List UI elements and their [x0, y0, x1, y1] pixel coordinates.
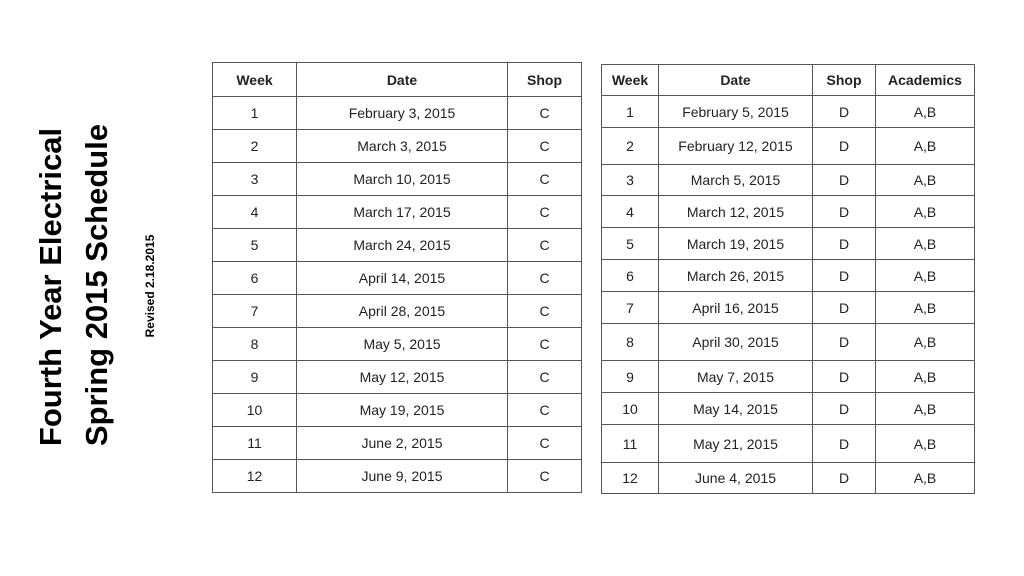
academics-cell: A,B: [876, 196, 975, 228]
table-row: [213, 460, 582, 493]
week-cell: 8: [213, 328, 297, 361]
week-cell: 9: [213, 361, 297, 394]
shop-cell: D: [813, 361, 876, 393]
week-cell: 5: [602, 228, 659, 260]
week-cell: 10: [213, 394, 297, 427]
shop-cell: D: [813, 228, 876, 260]
table-row: [213, 163, 582, 196]
week-cell: 1: [213, 97, 297, 130]
header-date: Date: [659, 65, 813, 96]
week-cell: 4: [602, 196, 659, 228]
date-cell: March 12, 2015: [659, 196, 813, 228]
date-cell: February 12, 2015: [659, 128, 813, 165]
shop-c-schedule-table: [212, 62, 582, 493]
week-cell: 6: [213, 262, 297, 295]
date-cell: June 2, 2015: [297, 427, 508, 460]
week-cell: 7: [213, 295, 297, 328]
week-cell: 2: [213, 130, 297, 163]
date-cell: April 30, 2015: [659, 324, 813, 361]
academics-cell: A,B: [876, 260, 975, 292]
shop-cell: C: [508, 460, 582, 493]
shop-cell: D: [813, 165, 876, 196]
date-cell: April 16, 2015: [659, 292, 813, 324]
table-header-row: [602, 65, 975, 96]
shop-cell: D: [813, 324, 876, 361]
schedule-title: [28, 124, 120, 446]
shop-cell: D: [813, 196, 876, 228]
shop-cell: D: [813, 128, 876, 165]
date-cell: May 14, 2015: [659, 393, 813, 425]
week-cell: 8: [602, 324, 659, 361]
header-shop: Shop: [508, 63, 582, 97]
shop-cell: C: [508, 328, 582, 361]
academics-cell: A,B: [876, 292, 975, 324]
shop-d-schedule-table: [601, 64, 975, 494]
table-row: [602, 128, 975, 165]
shop-cell: C: [508, 262, 582, 295]
date-cell: February 5, 2015: [659, 96, 813, 128]
table-row: [213, 97, 582, 130]
shop-cell: C: [508, 97, 582, 130]
date-cell: June 9, 2015: [297, 460, 508, 493]
shop-cell: D: [813, 463, 876, 494]
table-row: [213, 427, 582, 460]
date-cell: May 12, 2015: [297, 361, 508, 394]
table-row: [213, 130, 582, 163]
academics-cell: A,B: [876, 165, 975, 196]
table-row: [213, 361, 582, 394]
table-row: [602, 393, 975, 425]
table-row: [213, 262, 582, 295]
date-cell: March 19, 2015: [659, 228, 813, 260]
week-cell: 9: [602, 361, 659, 393]
table-row: [602, 196, 975, 228]
table-row: [602, 228, 975, 260]
academics-cell: A,B: [876, 128, 975, 165]
week-cell: 7: [602, 292, 659, 324]
shop-cell: C: [508, 163, 582, 196]
shop-cell: D: [813, 393, 876, 425]
date-cell: May 7, 2015: [659, 361, 813, 393]
shop-cell: D: [813, 260, 876, 292]
date-cell: March 17, 2015: [297, 196, 508, 229]
date-cell: April 14, 2015: [297, 262, 508, 295]
week-cell: 3: [602, 165, 659, 196]
table-row: [602, 463, 975, 494]
week-cell: 12: [602, 463, 659, 494]
academics-cell: A,B: [876, 361, 975, 393]
week-cell: 12: [213, 460, 297, 493]
table-row: [602, 96, 975, 128]
academics-cell: A,B: [876, 425, 975, 463]
week-cell: 3: [213, 163, 297, 196]
date-cell: May 5, 2015: [297, 328, 508, 361]
title-line-1: Fourth Year Electrical: [33, 127, 68, 447]
week-cell: 4: [213, 196, 297, 229]
date-cell: March 26, 2015: [659, 260, 813, 292]
table-row: [602, 361, 975, 393]
week-cell: 2: [602, 128, 659, 165]
week-cell: 5: [213, 229, 297, 262]
week-cell: 6: [602, 260, 659, 292]
shop-cell: C: [508, 394, 582, 427]
shop-cell: C: [508, 295, 582, 328]
date-cell: March 5, 2015: [659, 165, 813, 196]
academics-cell: A,B: [876, 96, 975, 128]
table-row: [213, 229, 582, 262]
shop-cell: C: [508, 130, 582, 163]
academics-cell: A,B: [876, 393, 975, 425]
header-week: Week: [602, 65, 659, 96]
academics-cell: A,B: [876, 228, 975, 260]
date-cell: June 4, 2015: [659, 463, 813, 494]
date-cell: March 3, 2015: [297, 130, 508, 163]
week-cell: 11: [213, 427, 297, 460]
shop-cell: D: [813, 96, 876, 128]
academics-cell: A,B: [876, 324, 975, 361]
header-academics: Academics: [876, 65, 975, 96]
shop-cell: C: [508, 427, 582, 460]
date-cell: March 24, 2015: [297, 229, 508, 262]
table-row: [602, 425, 975, 463]
shop-cell: D: [813, 292, 876, 324]
header-shop: Shop: [813, 65, 876, 96]
table-row: [602, 165, 975, 196]
table-row: [602, 292, 975, 324]
week-cell: 11: [602, 425, 659, 463]
table-row: [213, 196, 582, 229]
date-cell: February 3, 2015: [297, 97, 508, 130]
shop-cell: C: [508, 196, 582, 229]
table-row: [602, 260, 975, 292]
week-cell: 10: [602, 393, 659, 425]
table-row: [213, 394, 582, 427]
table-row: [213, 295, 582, 328]
date-cell: April 28, 2015: [297, 295, 508, 328]
academics-cell: A,B: [876, 463, 975, 494]
title-line-2: Spring 2015 Schedule: [79, 123, 114, 447]
shop-cell: C: [508, 229, 582, 262]
date-cell: May 19, 2015: [297, 394, 508, 427]
revised-note: Revised 2.18.2015: [143, 234, 157, 338]
header-week: Week: [213, 63, 297, 97]
date-cell: May 21, 2015: [659, 425, 813, 463]
title-block: [0, 0, 200, 576]
shop-cell: D: [813, 425, 876, 463]
table-row: [602, 324, 975, 361]
week-cell: 1: [602, 96, 659, 128]
table-row: [213, 328, 582, 361]
shop-cell: C: [508, 361, 582, 394]
date-cell: March 10, 2015: [297, 163, 508, 196]
header-date: Date: [297, 63, 508, 97]
table-header-row: [213, 63, 582, 97]
